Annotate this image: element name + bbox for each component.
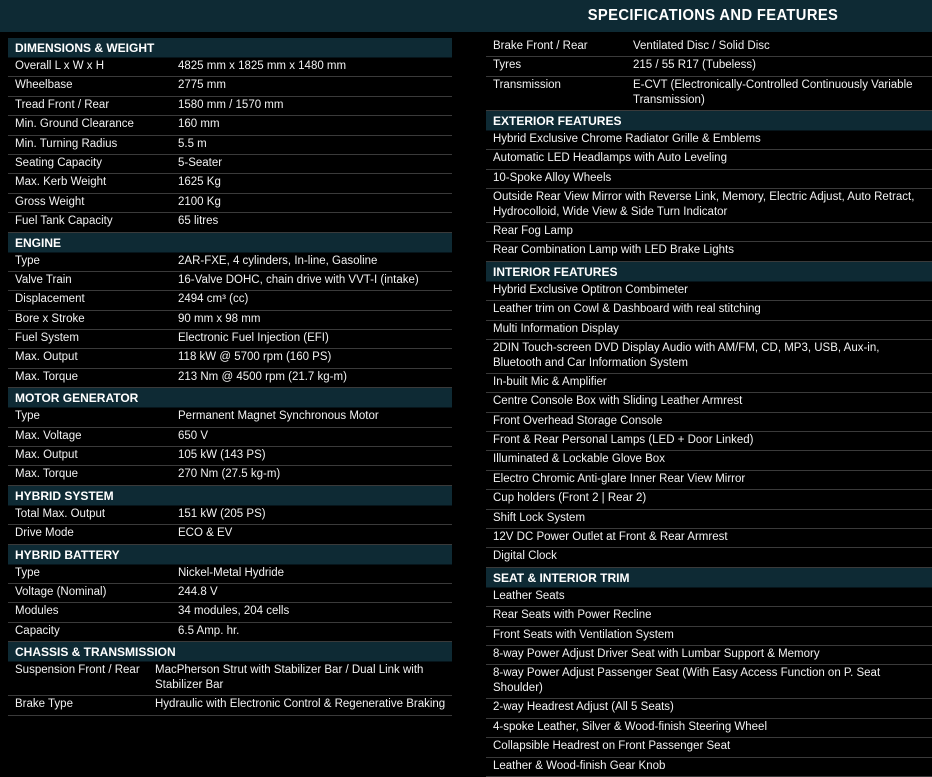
spec-row [8,155,452,174]
feature-item: Multi Information Display [486,321,932,340]
spec-label: Brake Type [15,698,73,711]
spec-label: Brake Front / Rear [493,40,588,52]
section-heading-battery: HYBRID BATTERY [8,545,452,565]
spec-value: 4825 mm x 1825 mm x 1480 mm [178,60,347,72]
feature-item: Automatic LED Headlamps with Auto Leveling [486,150,932,169]
feature-item: Hybrid Exclusive Chrome Radiator Grille & Emblems [486,131,932,150]
section-heading-hybrid-system: HYBRID SYSTEM [8,486,452,506]
spec-row [8,565,452,584]
hybrid-system-table [8,506,452,545]
spec-value: 244.8 V [178,585,218,598]
exterior-list [486,131,932,262]
spec-value: Hydraulic with Electronic Control & Regenerative Braking [155,698,446,711]
spec-row [8,272,452,291]
spec-label: Max. Voltage [15,429,82,442]
dimensions-table [8,58,452,233]
spec-row [8,213,452,232]
feature-item: Front & Rear Personal Lamps (LED + Door Linked) [486,432,932,451]
spec-label: Gross Weight [15,195,85,208]
spec-value: 16-Valve DOHC, chain drive with VVT-I (intake) [178,273,419,286]
feature-item: Electro Chromic Anti-glare Inner Rear View Mirror [486,471,932,490]
spec-value: 151 kW (205 PS) [178,507,266,520]
spec-label: Type [15,410,40,423]
spec-row [8,584,452,603]
feature-item: 12V DC Power Outlet at Front & Rear Armrest [486,529,932,548]
spec-value: 34 modules, 204 cells [178,605,290,618]
spec-row [8,116,452,135]
spec-value: 90 mm x 98 mm [178,312,261,325]
spec-label: Modules [15,605,59,618]
spec-row [8,291,452,310]
spec-row [8,174,452,193]
feature-item: Rear Seats with Power Recline [486,607,932,626]
spec-label: Displacement [15,293,85,306]
spec-label: Max. Torque [15,468,79,481]
spec-value: 650 V [178,429,209,442]
spec-row [8,330,452,349]
feature-item: In-built Mic & Amplifier [486,374,932,393]
right-column [486,38,932,777]
feature-item: Shift Lock System [486,510,932,529]
spec-value: ECO & EV [178,527,233,540]
spec-row [8,311,452,330]
section-heading-chassis: CHASSIS & TRANSMISSION [8,642,452,662]
spec-row [486,38,932,57]
section-heading-interior: INTERIOR FEATURES [486,262,932,282]
spec-label: Type [15,566,40,579]
engine-table [8,253,452,389]
interior-list [486,282,932,568]
spec-label: Type [15,254,40,267]
spec-value: E-CVT (Electronically-Controlled Continuously Variable Transmission) [633,78,913,106]
spec-label: Fuel Tank Capacity [15,215,113,228]
spec-value: 1625 Kg [178,176,221,189]
section-heading-exterior: EXTERIOR FEATURES [486,111,932,131]
chassis-table [8,662,452,715]
spec-row [8,428,452,447]
spec-value: 2AR-FXE, 4 cylinders, In-line, Gasoline [178,254,378,267]
spec-value: Nickel-Metal Hydride [178,566,285,579]
spec-label: Fuel System [15,332,79,345]
section-heading-motor: MOTOR GENERATOR [8,388,452,408]
feature-item: Illuminated & Lockable Glove Box [486,451,932,470]
feature-item: Leather Seats [486,588,932,607]
spec-label: Voltage (Nominal) [15,585,107,598]
spec-label: Valve Train [15,273,72,286]
spec-value: 6.5 Amp. hr. [178,624,240,637]
feature-item: Leather & Wood-finish Gear Knob [486,758,932,777]
spec-row [8,696,452,715]
feature-item: 2-way Headrest Adjust (All 5 Seats) [486,699,932,718]
spec-row [8,662,452,696]
feature-item: 4-spoke Leather, Silver & Wood-finish Steering Wheel [486,719,932,738]
spec-row [8,506,452,525]
spec-value: 213 Nm @ 4500 rpm (21.7 kg-m) [178,370,347,383]
left-column [8,38,452,716]
spec-label: Seating Capacity [15,156,102,169]
spec-row [8,77,452,96]
feature-item: Front Seats with Ventilation System [486,627,932,646]
spec-row [8,136,452,155]
spec-row [8,408,452,427]
spec-value: 2494 cm³ (cc) [178,293,249,306]
spec-label: Tyres [493,59,522,72]
seat-list [486,588,932,777]
battery-table [8,565,452,643]
feature-item: Digital Clock [486,548,932,567]
spec-label: Drive Mode [15,527,74,540]
feature-item: Leather trim on Cowl & Dashboard with real stitching [486,301,932,320]
spec-label: Wheelbase [15,79,73,92]
feature-item: 2DIN Touch-screen DVD Display Audio with AM/FM, CD, MP3, USB, Aux-in, Bluetooth and Car Information System [486,340,932,374]
spec-value: 2775 mm [178,79,226,92]
page-title: SPECIFICATIONS AND FEATURES [587,7,839,24]
feature-item: Rear Fog Lamp [486,223,932,242]
feature-item: 8-way Power Adjust Passenger Seat (With Easy Access Function on P. Seat Shoulder) [486,665,932,699]
spec-value: MacPherson Strut with Stabilizer Bar / Dual Link with Stabilizer Bar [155,664,424,692]
spec-value: 270 Nm (27.5 kg-m) [178,468,281,481]
spec-row [8,97,452,116]
spec-row [8,194,452,213]
spec-label: Max. Torque [15,370,79,383]
spec-row [486,77,932,111]
spec-row [8,623,452,642]
spec-row [8,466,452,485]
spec-row [486,57,932,76]
spec-label: Suspension Front / Rear [15,664,140,677]
spec-label: Capacity [15,624,60,637]
feature-item: Rear Combination Lamp with LED Brake Lights [486,242,932,261]
spec-value: 105 kW (143 PS) [178,449,266,462]
feature-item: Outside Rear View Mirror with Reverse Link, Memory, Electric Adjust, Auto Retract, Hydrocolloid, Wide View & Side Turn Indicator [486,189,932,223]
chassis-cont-table [486,38,932,111]
spec-label: Min. Ground Clearance [15,118,134,131]
spec-label: Max. Kerb Weight [15,176,107,189]
spec-label: Tread Front / Rear [15,98,110,111]
feature-item: Collapsible Headrest on Front Passenger Seat [486,738,932,757]
spec-value: Permanent Magnet Synchronous Motor [178,410,379,423]
spec-label: Min. Turning Radius [15,137,118,150]
spec-row [8,58,452,77]
section-heading-dimensions: DIMENSIONS & WEIGHT [8,38,452,58]
section-heading-engine: ENGINE [8,233,452,253]
spec-value: 215 / 55 R17 (Tubeless) [633,59,756,72]
feature-item: 10-Spoke Alloy Wheels [486,170,932,189]
feature-item: Cup holders (Front 2 | Rear 2) [486,490,932,509]
feature-item: Centre Console Box with Sliding Leather Armrest [486,393,932,412]
section-heading-seat: SEAT & INTERIOR TRIM [486,568,932,588]
spec-value: 5.5 m [178,137,207,150]
spec-label: Max. Output [15,351,78,364]
spec-value: 5-Seater [178,156,223,169]
spec-row [8,525,452,544]
spec-label: Transmission [493,78,561,91]
spec-label: Bore x Stroke [15,312,85,325]
spec-label: Overall L x W x H [15,60,105,72]
spec-label: Max. Output [15,449,78,462]
spec-value: 2100 Kg [178,195,221,208]
feature-item: Front Overhead Storage Console [486,413,932,432]
motor-table [8,408,452,486]
spec-row [8,349,452,368]
feature-item: 8-way Power Adjust Driver Seat with Lumbar Support & Memory [486,646,932,665]
spec-row [8,447,452,466]
spec-label: Total Max. Output [15,507,106,520]
spec-value: 160 mm [178,118,220,131]
feature-item: Hybrid Exclusive Optitron Combimeter [486,282,932,301]
spec-value: Ventilated Disc / Solid Disc [633,40,770,52]
spec-row [8,369,452,388]
spec-row [8,253,452,272]
spec-value: 65 litres [178,215,219,228]
spec-value: Electronic Fuel Injection (EFI) [178,332,329,345]
spec-row [8,603,452,622]
spec-value: 118 kW @ 5700 rpm (160 PS) [178,351,332,364]
spec-value: 1580 mm / 1570 mm [178,98,284,111]
